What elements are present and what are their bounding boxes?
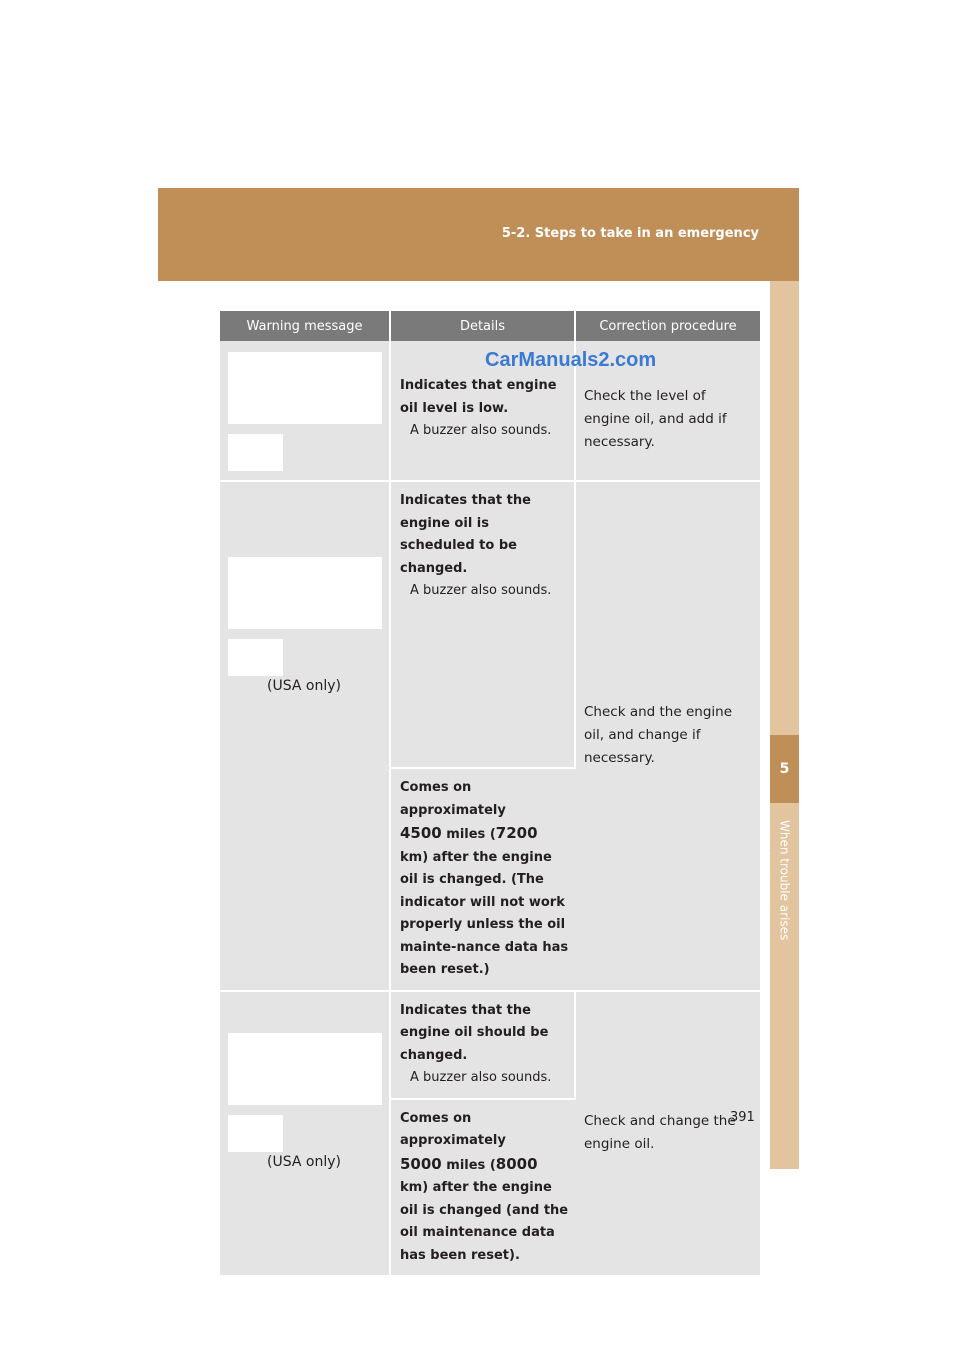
table-row — [220, 991, 760, 1099]
chapter-number: 5 — [770, 735, 799, 803]
details-cell — [390, 1099, 575, 1277]
correction-cell — [575, 481, 760, 991]
usa-only-note: (USA only) — [267, 678, 341, 694]
warning-light-image — [228, 1115, 283, 1152]
warning-light-image — [228, 434, 283, 471]
section-header — [158, 188, 799, 281]
col-header-warning-message: Warning message — [220, 311, 390, 341]
details-cell — [390, 768, 575, 991]
table-row — [220, 481, 760, 768]
details-cell — [390, 991, 575, 1099]
detail-text: Indicates that the engine oil should be changed. — [400, 1002, 549, 1063]
message-display-image — [228, 1033, 382, 1105]
correction-cell — [575, 991, 760, 1277]
page-number: 391 — [730, 1110, 755, 1125]
warning-message-table — [220, 311, 760, 1277]
details-cell — [390, 481, 575, 768]
correction-text: Check the level of engine oil, and add if necessary. — [584, 388, 727, 450]
warning-message-cell — [220, 341, 390, 481]
message-display-image — [228, 557, 382, 629]
chapter-label-text: When trouble arises — [777, 819, 792, 941]
chapter-label — [770, 810, 799, 950]
message-display-image — [228, 352, 382, 424]
section-title: 5-2. Steps to take in an emergency — [501, 226, 759, 241]
detail-text: Indicates that the engine oil is scheduled to be changed. — [400, 493, 531, 576]
watermark-logo: CarManuals2.com — [485, 349, 657, 371]
col-header-details: Details — [390, 311, 575, 341]
correction-text: Check and change the engine oil. — [584, 1113, 736, 1153]
usa-only-note: (USA only) — [267, 1153, 341, 1170]
col-header-correction: Correction procedure — [575, 311, 760, 341]
warning-message-cell — [220, 481, 390, 991]
warning-message-cell — [220, 991, 390, 1277]
detail-subtext: A buzzer also sounds. — [410, 423, 552, 438]
chapter-side-strip — [770, 281, 799, 1169]
table-header-row — [220, 311, 760, 341]
detail-subtext: A buzzer also sounds. — [410, 583, 552, 598]
detail-text: Indicates that engine oil level is low. — [400, 378, 557, 416]
warning-light-image — [228, 639, 283, 676]
detail-subtext: A buzzer also sounds. — [410, 1070, 552, 1085]
detail-text: Comes on approximately 4500 miles (7200 km) after the engine oil is changed. (The indicator will not work properly unless the oil mainte-nance data has been reset.) — [400, 780, 569, 977]
detail-text: Comes on approximately 5000 miles (8000 km) after the engine oil is changed (and the oil maintenance data has been reset). — [400, 1110, 569, 1263]
correction-text: Check and the engine oil, and change if necessary. — [584, 704, 732, 767]
